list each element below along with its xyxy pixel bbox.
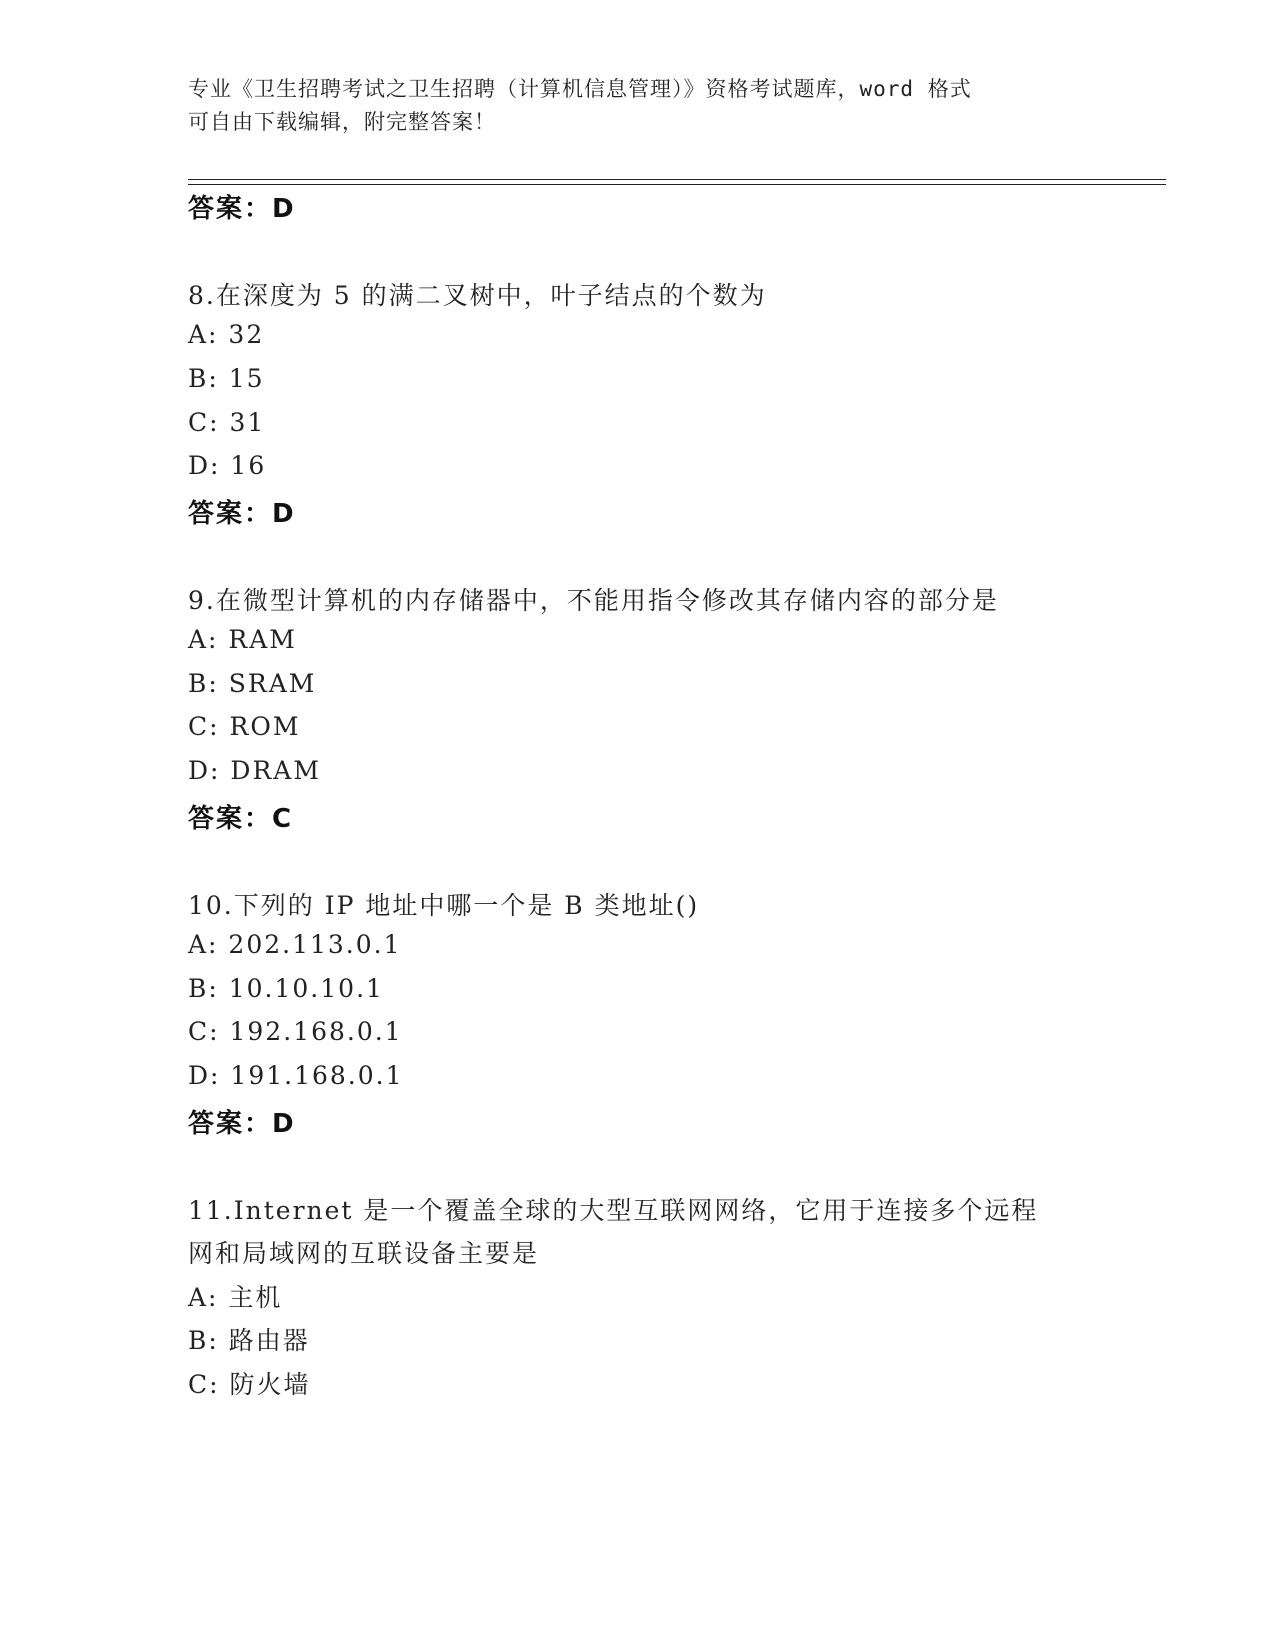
answer-line: 答案：D xyxy=(188,194,296,224)
question-option: C: 192.168.0.1 xyxy=(188,1017,403,1046)
question-option: D: DRAM xyxy=(188,756,321,785)
question-option: C: 防火墙 xyxy=(188,1370,311,1399)
question-stem: 9.在微型计算机的内存储器中，不能用指令修改其存储内容的部分是 xyxy=(188,586,999,615)
answer-line: 答案：C xyxy=(188,804,294,834)
question-option: B: SRAM xyxy=(188,669,317,698)
question-option: D: 16 xyxy=(188,451,267,480)
question-option: B: 路由器 xyxy=(188,1326,310,1355)
question-option: A: RAM xyxy=(188,625,297,654)
document-header xyxy=(188,73,1088,139)
question-stem: 10.下列的 IP 地址中哪一个是 B 类地址() xyxy=(188,891,700,920)
question-option: C: 31 xyxy=(188,408,266,437)
question-option: A: 32 xyxy=(188,320,265,349)
header-line: 可自由下载编辑，附完整答案！ xyxy=(188,110,496,134)
question-option: B: 10.10.10.1 xyxy=(188,974,384,1003)
answer-line: 答案：D xyxy=(188,1109,296,1139)
question-option: B: 15 xyxy=(188,364,265,393)
question-option: C: ROM xyxy=(188,712,301,741)
header-divider xyxy=(188,184,1166,185)
answer-line: 答案：D xyxy=(188,499,296,529)
header-divider xyxy=(188,179,1166,180)
question-stem-continued: 网和局域网的互联设备主要是 xyxy=(188,1239,540,1268)
question-option: A: 主机 xyxy=(188,1283,283,1312)
question-stem: 8.在深度为 5 的满二叉树中，叶子结点的个数为 xyxy=(188,281,767,310)
question-stem: 11.Internet 是一个覆盖全球的大型互联网网络，它用于连接多个远程 xyxy=(188,1196,1039,1225)
question-option: D: 191.168.0.1 xyxy=(188,1061,404,1090)
question-option: A: 202.113.0.1 xyxy=(188,930,402,959)
header-line: 专业《卫生招聘考试之卫生招聘（计算机信息管理）》资格考试题库，word 格式 xyxy=(188,77,972,101)
